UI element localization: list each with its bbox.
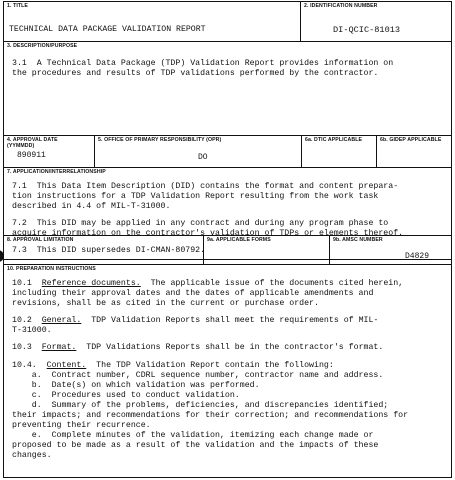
limitation-label: 8. APPROVAL LIMITATION [7,237,74,243]
instruction-text: The TDP Validation Report contain the following: [86,360,334,370]
application-line: described in 4.4 of MIL-T-31000. [12,202,171,212]
approval-date-label: 4. APPROVAL DATE [7,137,58,143]
document-title: TECHNICAL DATA PACKAGE VALIDATION REPORT [9,25,206,34]
amsc-cell [330,236,451,264]
approval-date: 890911 [17,151,46,160]
title-label: 1. TITLE [7,3,28,9]
application-line: 7.3 This DID supersedes DI-CMAN-80792. [12,246,206,256]
id-label: 2. IDENTIFICATION NUMBER [304,3,378,9]
approval-date-sublabel: (YYMMDD) [7,143,35,149]
identification-number: DI-QCIC-81013 [333,25,401,35]
instructions-label: 10. PREPARATION INSTRUCTIONS [7,266,96,272]
instruction-line: a. Contract number, CDRL sequence number, contractor name and address. [12,370,384,380]
instruction-line: preventing their recurrence. [12,421,151,431]
approval-date-cell [4,136,95,167]
description-row [4,42,451,136]
section-10-1-heading: Reference documents. [41,279,141,288]
instructions-text [12,279,445,462]
did-form [3,1,452,478]
instruction-line: b. Date(s) on which validation was performed. [12,380,260,390]
forms-label: 9a. APPLICABLE FORMS [207,237,271,243]
section-10-2-number: 10.2 [12,316,42,326]
instruction-line [12,361,445,371]
forms-cell [204,236,330,264]
id-cell [301,2,451,41]
instruction-line: changes. [12,451,52,461]
limitation-cell [4,236,204,264]
description-line: 3.1 A Technical Data Package (TDP) Validation Report provides information on [12,59,394,68]
instruction-line: d. Summary of the problems, deficiencies, and discrepancies identified; [12,400,389,410]
section-10-2-heading: General. [41,316,82,326]
description-text [12,59,445,79]
instructions-row [4,265,451,477]
instruction-line: e. Complete minutes of the validation, itemizing each change made or [12,431,374,441]
instruction-text: TDP Validations Reports shall be in the contractor's format. [76,343,384,353]
instruction-line [12,343,445,353]
description-line: the procedures and results of TDP validations performed by the contractor. [12,69,379,79]
section-10-3-heading: Format. [41,343,77,353]
amsc-number: D4829 [405,252,430,261]
approval-row [4,136,451,168]
instruction-line: including their approval dates and the dates of applicable amendments and [12,289,374,299]
instruction-line: proposed to be made as a result of the validation and the impacts of these [12,441,379,451]
limitation-row [4,235,451,265]
application-line: 7.2 This DID may be applied in any contract and during any program phase to [12,219,389,229]
section-10-3-number: 10.3 [12,343,42,353]
gidep-cell [377,136,451,167]
amsc-label: 9b. AMSC NUMBER [333,237,383,243]
instruction-line: T-31000. [12,326,52,336]
instruction-text: TDP Validation Reports shall meet the requirements of MIL- [81,316,379,326]
instruction-text: The applicable issue of the documents cited herein, [140,279,404,288]
application-line: 7.1 This Data Item Description (DID) contains the format and content prepara- [12,182,399,191]
section-10-1-number: 10.1 [12,279,42,288]
dtic-label: 6a. DTIC APPLICABLE [305,137,363,143]
title-row [4,2,451,42]
description-label: 3. DESCRIPTION/PURPOSE [7,43,78,49]
dtic-cell [302,136,377,167]
instruction-line: revisions, shall be as cited in the current or purchase order. [12,299,319,309]
application-line: acquire information on the contractor's validation of TDPs or elements thereof. [12,229,404,239]
section-10-4-heading: Content. [46,360,87,370]
application-line: tion instructions for a TDP Validation Report resulting from the work task [12,192,379,202]
application-label: 7. APPLICATION/INTERRELATIONSHIP [7,169,106,175]
gidep-label: 6b. GIDEP APPLICABLE [380,137,442,143]
section-10-4-number: 10.4. [12,360,47,370]
opr-cell [95,136,302,167]
opr-value: DO [198,153,208,162]
instruction-line: c. Procedures used to conduct validation. [12,390,240,400]
instruction-line [12,279,445,289]
instruction-line: their impacts; and recommendations for their correction; and recommendations for [12,411,409,421]
title-cell [4,2,301,41]
instruction-line [12,316,445,326]
opr-label: 5. OFFICE OF PRIMARY RESPONSIBILITY (OPR) [98,137,222,143]
